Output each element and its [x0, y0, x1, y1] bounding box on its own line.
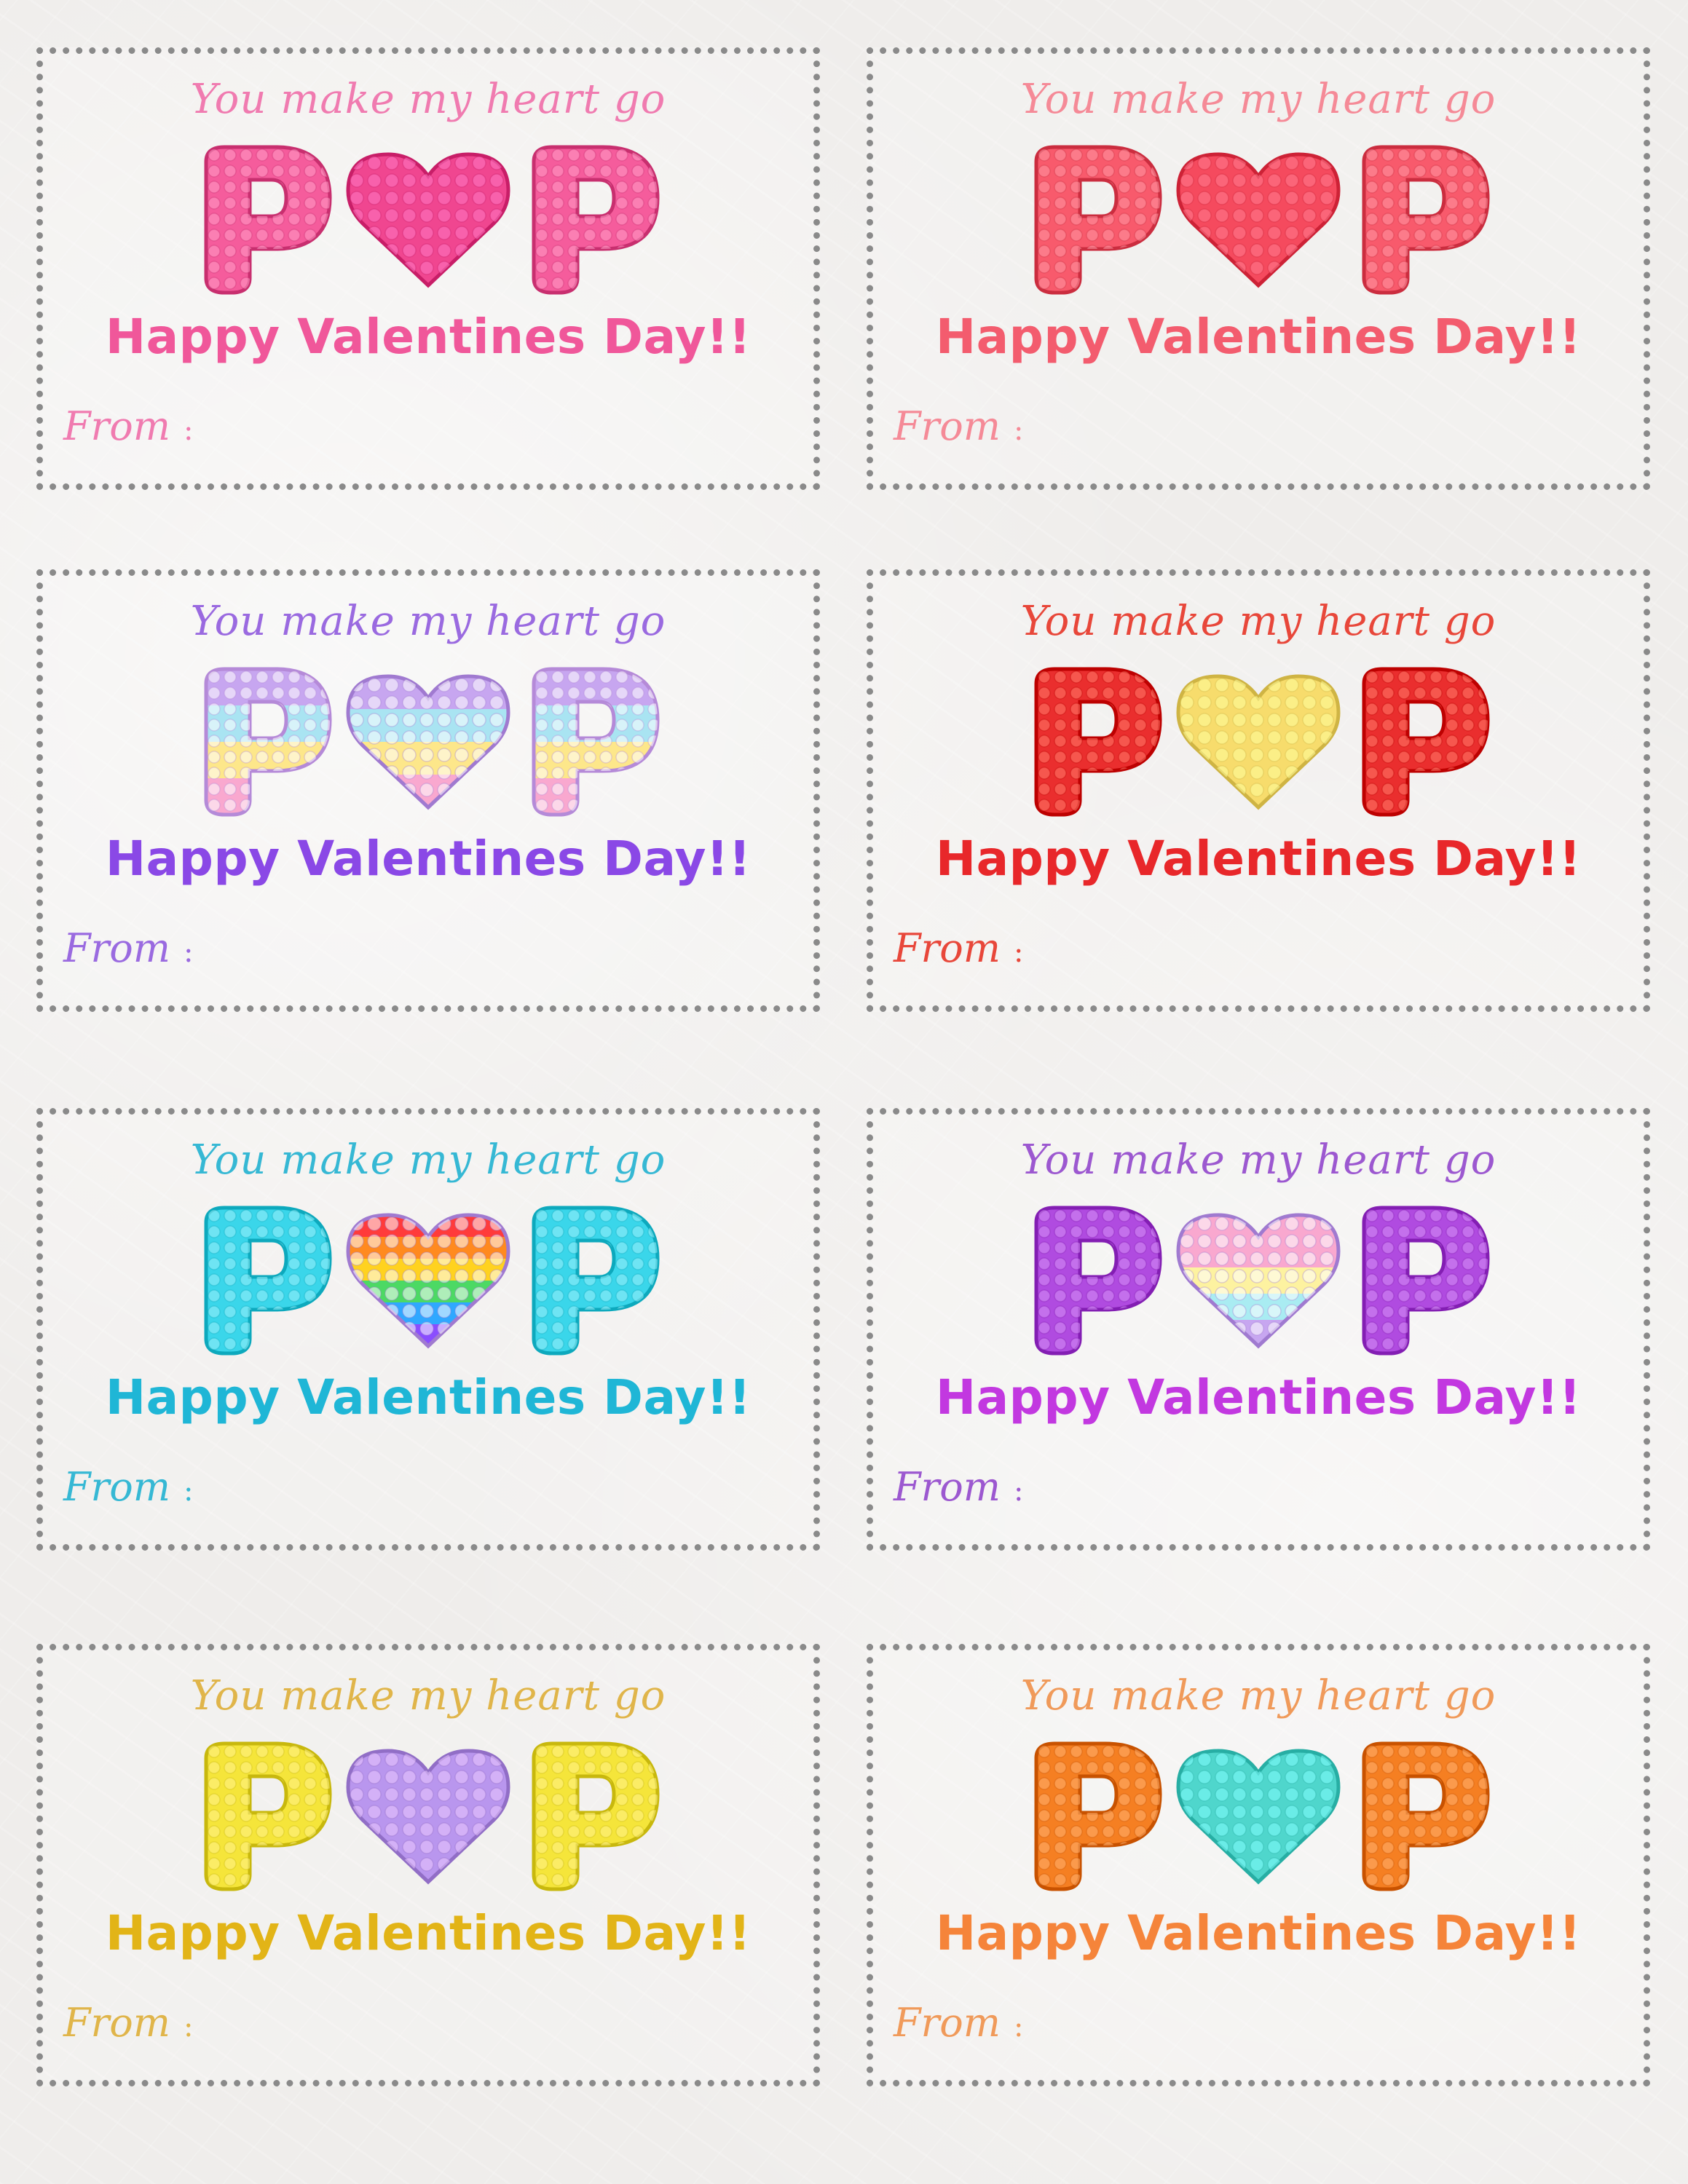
card-tagline: You make my heart go	[190, 1672, 666, 1720]
letter-p-shape	[1022, 140, 1167, 300]
card-tagline: You make my heart go	[1020, 598, 1496, 645]
from-colon: :	[184, 1474, 194, 1508]
card-greeting: Happy Valentines Day!!	[935, 1905, 1582, 1961]
pop-title	[873, 138, 1644, 301]
heart-shape	[1175, 1208, 1342, 1353]
pop-title	[873, 1734, 1644, 1898]
card-greeting: Happy Valentines Day!!	[105, 309, 752, 365]
letter-p-shape	[1349, 1200, 1495, 1361]
valentine-card	[36, 1108, 820, 1551]
card-tagline: You make my heart go	[1020, 76, 1496, 123]
from-line	[894, 403, 1023, 449]
from-label: From	[63, 403, 170, 449]
pop-title	[43, 1198, 813, 1362]
letter-p-shape	[519, 140, 665, 300]
from-label: From	[63, 1464, 170, 1510]
letter-p-shape	[1022, 662, 1167, 822]
card-tagline: You make my heart go	[1020, 1672, 1496, 1720]
valentine-card	[36, 569, 820, 1012]
valentine-card	[36, 1644, 820, 2086]
from-line	[63, 403, 193, 449]
from-label: From	[894, 2000, 1001, 2046]
card-tagline: You make my heart go	[190, 598, 666, 645]
pop-title	[43, 1734, 813, 1898]
from-colon: :	[1014, 414, 1024, 447]
from-line	[63, 2000, 193, 2046]
heart-shape	[344, 1208, 512, 1353]
card-greeting: Happy Valentines Day!!	[105, 1905, 752, 1961]
from-line	[63, 925, 193, 971]
heart-shape	[344, 1744, 512, 1889]
letter-p-shape	[192, 1736, 337, 1896]
heart-shape	[1175, 1744, 1342, 1889]
from-colon: :	[1014, 935, 1024, 969]
from-colon: :	[184, 2010, 194, 2043]
from-line	[894, 925, 1023, 971]
card-tagline: You make my heart go	[190, 76, 666, 123]
letter-p-shape	[519, 1736, 665, 1896]
letter-p-shape	[1349, 140, 1495, 300]
card-greeting: Happy Valentines Day!!	[935, 831, 1582, 887]
letter-p-shape	[519, 662, 665, 822]
from-line	[894, 1464, 1023, 1510]
letter-p-shape	[1349, 662, 1495, 822]
letter-p-shape	[519, 1200, 665, 1361]
from-label: From	[63, 2000, 170, 2046]
from-colon: :	[184, 935, 194, 969]
card-greeting: Happy Valentines Day!!	[935, 309, 1582, 365]
letter-p-shape	[1022, 1200, 1167, 1361]
pop-title	[43, 660, 813, 823]
heart-shape	[344, 669, 512, 815]
card-greeting: Happy Valentines Day!!	[935, 1369, 1582, 1425]
letter-p-shape	[1349, 1736, 1495, 1896]
pop-title	[873, 660, 1644, 823]
card-tagline: You make my heart go	[1020, 1136, 1496, 1184]
valentine-card	[867, 47, 1650, 490]
letter-p-shape	[192, 1200, 337, 1361]
card-greeting: Happy Valentines Day!!	[105, 831, 752, 887]
heart-shape	[1175, 147, 1342, 293]
valentine-card	[867, 1108, 1650, 1551]
from-label: From	[894, 1464, 1001, 1510]
valentine-card	[36, 47, 820, 490]
from-colon: :	[1014, 1474, 1024, 1508]
from-label: From	[894, 403, 1001, 449]
pop-title	[43, 138, 813, 301]
letter-p-shape	[192, 662, 337, 822]
heart-shape	[344, 147, 512, 293]
letter-p-shape	[192, 140, 337, 300]
card-tagline: You make my heart go	[190, 1136, 666, 1184]
from-line	[894, 2000, 1023, 2046]
letter-p-shape	[1022, 1736, 1167, 1896]
card-greeting: Happy Valentines Day!!	[105, 1369, 752, 1425]
from-colon: :	[184, 414, 194, 447]
pop-title	[873, 1198, 1644, 1362]
from-label: From	[63, 925, 170, 971]
valentine-card	[867, 569, 1650, 1012]
from-colon: :	[1014, 2010, 1024, 2043]
valentine-card	[867, 1644, 1650, 2086]
from-line	[63, 1464, 193, 1510]
heart-shape	[1175, 669, 1342, 815]
from-label: From	[894, 925, 1001, 971]
